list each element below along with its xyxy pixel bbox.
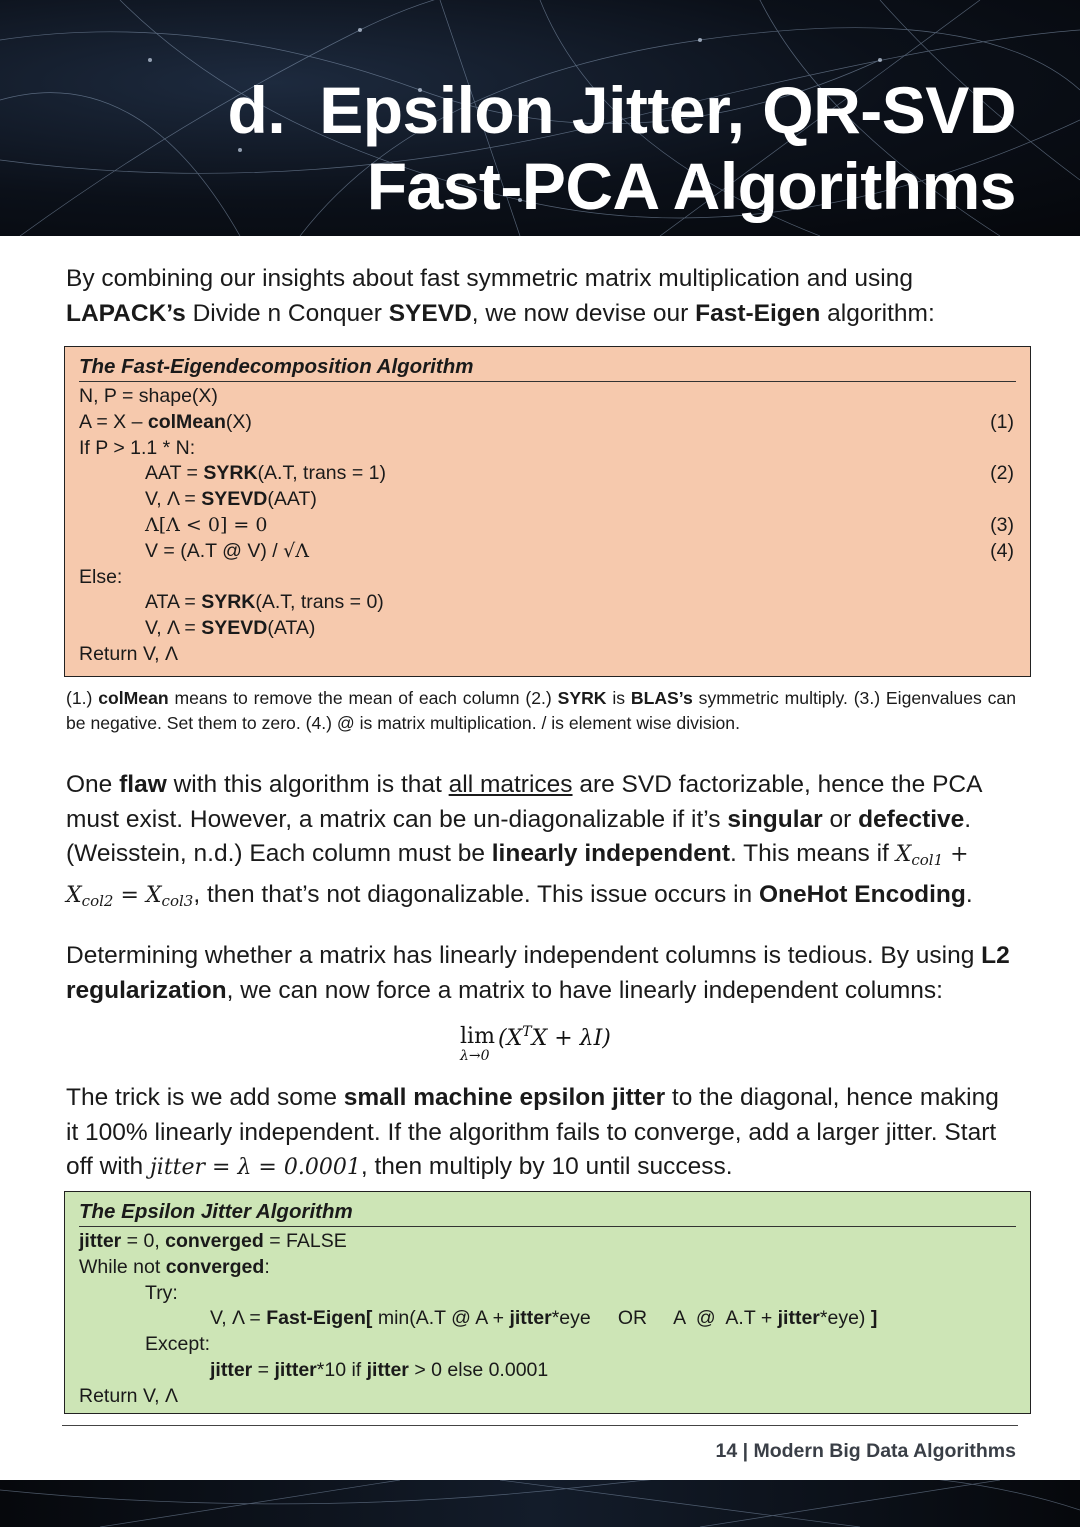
algorithm-line: jitter = 0, converged = FALSE	[79, 1230, 347, 1252]
equation-number: (3)	[990, 513, 1014, 536]
network-lines-decoration	[0, 1480, 1080, 1527]
equation-number: (2)	[990, 462, 1014, 485]
footer-divider	[62, 1425, 1018, 1426]
section-letter: d.	[227, 73, 286, 147]
epsilon-trick-paragraph: The trick is we add some small machine epsilon jitter to the diagonal, hence making it 100% linearly independent. If the algorithm fails to converge, add a larger jitter. Start off with jitter = λ = 0.0001, then multiply by 10 until success.	[66, 1084, 999, 1180]
algorithm-line: AAT = SYRK(A.T, trans = 1) (2)	[79, 461, 1016, 487]
algorithm-line: While not converged:	[79, 1255, 270, 1278]
algorithm-line: If P > 1.1 * N:	[79, 436, 196, 459]
title-line-1: Epsilon Jitter, QR-SVD	[319, 73, 1016, 147]
limit-formula: lim λ→0 $(X^TX + \lambda I)$	[460, 1024, 611, 1064]
page-title	[228, 72, 1016, 224]
equation-number: (4)	[990, 539, 1014, 562]
l2-regularization-paragraph: Determining whether a matrix has linearly independent columns is tedious. By using L2 regularization, we can now force a matrix to have linearly independent columns:	[66, 942, 1010, 1004]
inline-equation: $X_{col1} + X_{col2} = X_{col3}$	[66, 842, 969, 910]
epsilon-jitter-algorithm-box	[64, 1191, 1031, 1414]
algorithm-line: V = (A.T @ V) / √Λ (4)	[79, 539, 1016, 565]
inline-equation: jitter = λ = 0.0001	[149, 1155, 361, 1180]
algorithm-line: Else:	[79, 565, 123, 588]
flaw-paragraph: One flaw with this algorithm is that all matrices are SVD factorizable, hence the PCA must exist. However, a matrix can be un-diagonalizable if it’s singular or defective. (Weisstein, n.d.) Each column must be linearly independent. This means if $X_{col1} + X_{col2} = X_{col3}$, then that’s not diagonalizable. This issue occurs in OneHot Encoding.	[66, 771, 982, 910]
intro-paragraph: By combining our insights about fast symmetric matrix multiplication and using LAPACK’s Divide n Conquer SYEVD, we now devise our Fast-Eigen algorithm:	[66, 265, 935, 327]
fast-eigen-algorithm-box	[64, 346, 1031, 677]
footer-banner	[0, 1480, 1080, 1527]
algorithm-footnote: (1.) colMean means to remove the mean of each column (2.) SYRK is BLAS’s symmetric multiply. (3.) Eigenvalues can be negative. Set them to zero. (4.) @ is matrix multiplication. / is element wise division.	[66, 688, 1016, 733]
header-banner	[0, 0, 1080, 236]
algorithm-line: V, Λ = SYEVD(AAT)	[145, 488, 317, 511]
page-footer: 14 | Modern Big Data Algorithms	[715, 1440, 1016, 1462]
algorithm-line: Return V, Λ	[79, 642, 179, 665]
title-line-2: Fast-PCA Algorithms	[366, 149, 1016, 223]
algorithm-line: Return V, Λ	[79, 1384, 179, 1407]
algorithm-title: The Fast-Eigendecomposition Algorithm	[79, 355, 1016, 382]
algorithm-line: Try:	[145, 1281, 178, 1304]
algorithm-line: jitter = jitter*10 if jitter > 0 else 0.0001	[210, 1358, 549, 1381]
algorithm-line: V, Λ = SYEVD(ATA)	[145, 617, 316, 640]
algorithm-line: Λ[Λ < 0] = 0 (3)	[79, 513, 1016, 539]
algorithm-line: N, P = shape(X)	[79, 385, 218, 407]
equation-number: (1)	[990, 410, 1014, 433]
algorithm-title: The Epsilon Jitter Algorithm	[79, 1200, 1016, 1227]
algorithm-line: A = X – colMean(X) (1)	[79, 410, 1016, 436]
algorithm-line: V, Λ = Fast-Eigen[ min(A.T @ A + jitter*eye OR A @ A.T + jitter*eye) ]	[210, 1307, 878, 1330]
algorithm-line: Except:	[145, 1333, 211, 1356]
algorithm-line: ATA = SYRK(A.T, trans = 0)	[145, 591, 384, 614]
